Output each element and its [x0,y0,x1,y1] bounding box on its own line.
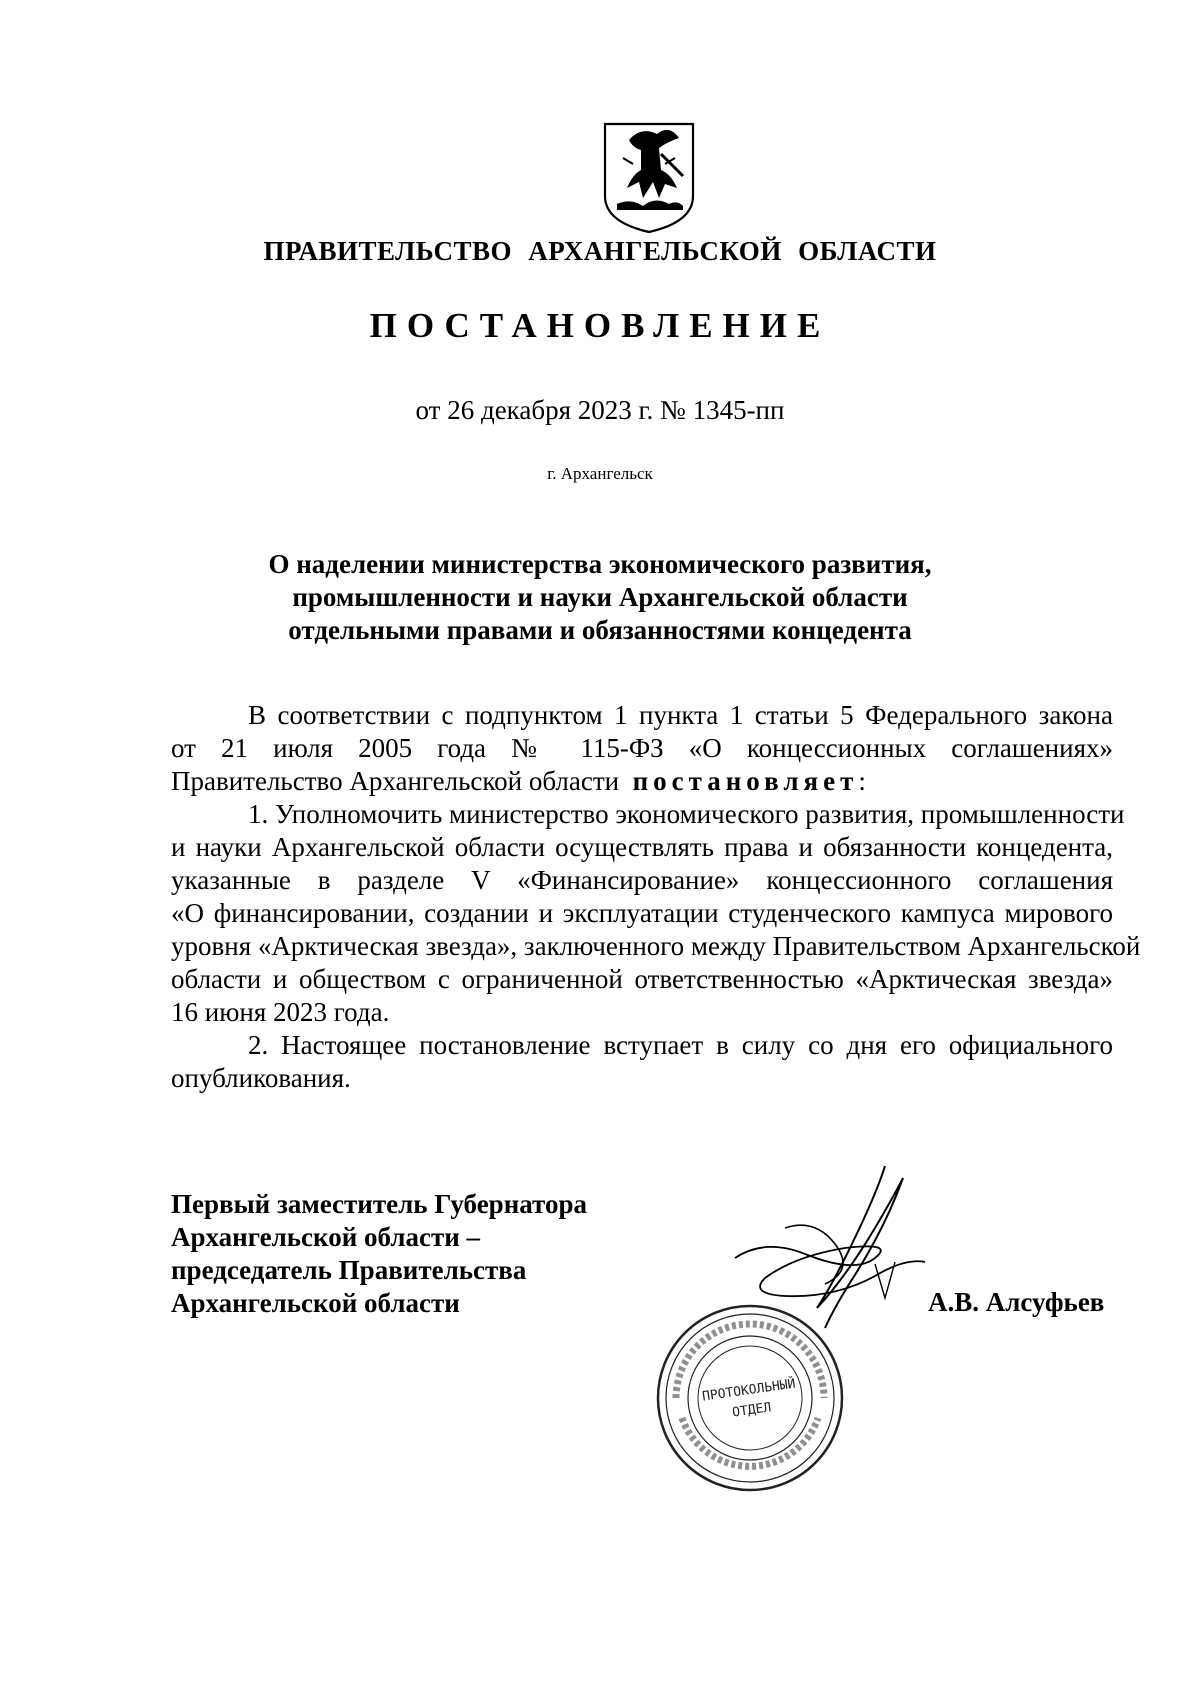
document-title [0,548,1200,647]
document-body [171,699,1141,1095]
document-date-number: от 26 декабря 2023 г. № 1345-пп [415,395,785,425]
stamp-text-line2: ОТДЕЛ [731,1400,773,1421]
position-line: Первый заместитель Губернатора [171,1189,587,1219]
item1-line: уровня «Арктическая звезда», заключенного между Правительством Архангельской [171,931,1141,961]
official-stamp [652,1300,848,1496]
document-type: ПОСТАНОВЛЕНИЕ [369,306,831,345]
position-line: Архангельской области [171,1288,460,1318]
item1-line: 16 июня 2023 года. [171,997,390,1027]
item1-line: «О финансировании, создании и эксплуатации студенческого кампуса мирового [171,898,1113,928]
preamble-lead: Правительство Архангельской области [171,766,620,796]
item1-line: области и обществом с ограниченной ответственностью «Арктическая звезда» [171,964,1113,994]
position-line: Архангельской области – [171,1222,481,1252]
organization-name: ПРАВИТЕЛЬСТВО АРХАНГЕЛЬСКОЙ ОБЛАСТИ [263,236,937,266]
document-city: г. Архангельск [547,464,653,483]
item1-line: и науки Архангельской области осуществлять права и обязанности концедента, [171,832,1113,862]
item1-line: указанные в разделе V «Финансирование» концессионного соглашения [171,865,1113,895]
signatory-name: А.В. Алсуфьев [928,1287,1105,1317]
preamble-tail: : [858,766,866,796]
item2-line: опубликования. [171,1063,351,1093]
title-line: отдельными правами и обязанностями концедента [288,615,912,645]
preamble-line [171,765,1113,798]
preamble-verb: постановляет [632,766,859,796]
preamble-line: от 21 июля 2005 года № 115-ФЗ «О концессионных соглашениях» [171,733,1113,763]
signatory-position [171,1188,587,1320]
coat-of-arms-icon [599,118,699,236]
title-line: промышленности и науки Архангельской области [292,582,908,612]
stamp-text-line1: ПРОТОКОЛЬНЫЙ [701,1376,797,1405]
item1-line: 1. Уполномочить министерство экономического развития, промышленности [248,799,1125,829]
preamble-line: В соответствии с подпунктом 1 пункта 1 статьи 5 Федерального закона [248,700,1113,730]
item2-line: 2. Настоящее постановление вступает в силу со дня его официального [248,1030,1113,1060]
title-line: О наделении министерства экономического развития, [268,549,932,579]
position-line: председатель Правительства [171,1255,527,1285]
